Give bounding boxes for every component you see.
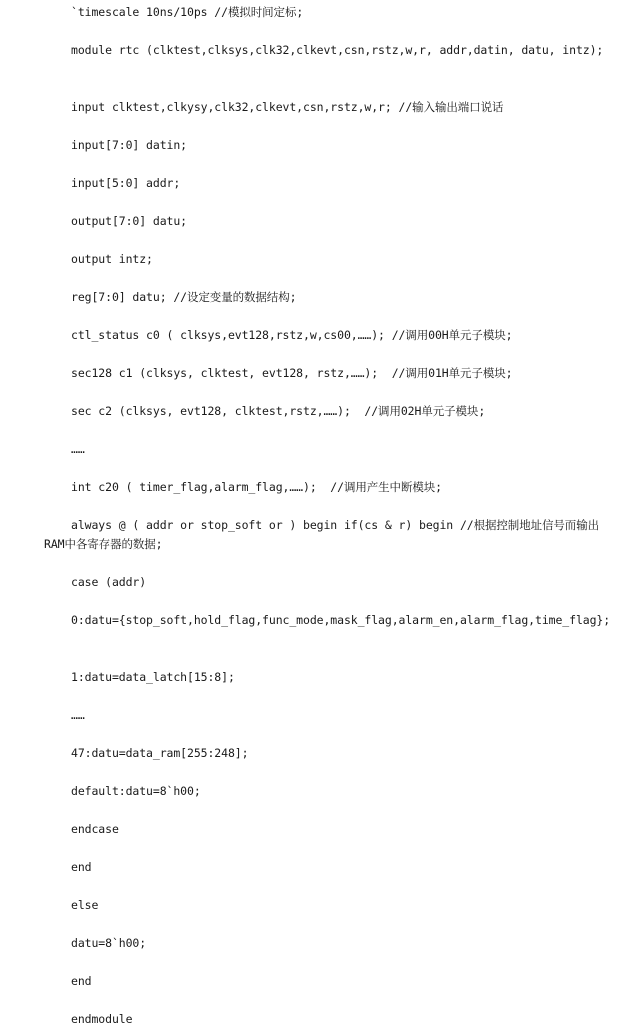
code-line-input-datin: input[7:0] datin; — [71, 138, 188, 152]
code-line-case: case (addr) — [71, 575, 147, 589]
code-line-input-ports: input clktest,clkysy,clk32,clkevt,csn,rstz,w,r; //输入输出端口说话 — [71, 100, 504, 114]
code-line-end: end — [71, 860, 92, 874]
code-line-endcase: endcase — [71, 822, 119, 836]
code-line-endmodule: endmodule — [71, 1012, 133, 1026]
code-line-module-decl: module rtc (clktest,clksys,clk32,clkevt,csn,rstz,w,r, addr,datin, datu, intz); — [71, 43, 604, 57]
code-line-ctl-status: ctl_status c0 ( clksys,evt128,rstz,w,cs00,……); //调用00H单元子模块; — [71, 328, 513, 342]
code-line-sec128: sec128 c1 (clksys, clktest, evt128, rstz,……); //调用01H单元子模块; — [71, 366, 513, 380]
code-line-ellipsis: …… — [71, 442, 85, 456]
code-line-int-c20: int c20 ( timer_flag,alarm_flag,……); //调用产生中断模块; — [71, 480, 442, 494]
code-line-timescale: `timescale 10ns/10ps //模拟时间定标; — [71, 5, 304, 19]
code-line-default: default:datu=8`h00; — [71, 784, 201, 798]
code-line-else: else — [71, 898, 99, 912]
code-line-case-47: 47:datu=data_ram[255:248]; — [71, 746, 249, 760]
code-line-input-addr: input[5:0] addr; — [71, 176, 181, 190]
code-line-case-1: 1:datu=data_latch[15:8]; — [71, 670, 235, 684]
code-line-output-datu: output[7:0] datu; — [71, 214, 188, 228]
code-line-reg-datu: reg[7:0] datu; //设定变量的数据结构; — [71, 290, 297, 304]
code-line-ellipsis: …… — [71, 708, 85, 722]
code-line-end: end — [71, 974, 92, 988]
code-line-sec: sec c2 (clksys, evt128, clktest,rstz,……); //调用02H单元子模块; — [71, 404, 486, 418]
code-line-case-0: 0:datu={stop_soft,hold_flag,func_mode,mask_flag,alarm_en,alarm_flag,time_flag}; — [71, 613, 611, 627]
code-line-output-intz: output intz; — [71, 252, 153, 266]
code-line-else-assign: datu=8`h00; — [71, 936, 147, 950]
code-line-always-block: always @ ( addr or stop_soft or ) begin if(cs & r) begin //根据控制地址信号而输出RAM中各寄存器的数据; — [44, 518, 599, 551]
